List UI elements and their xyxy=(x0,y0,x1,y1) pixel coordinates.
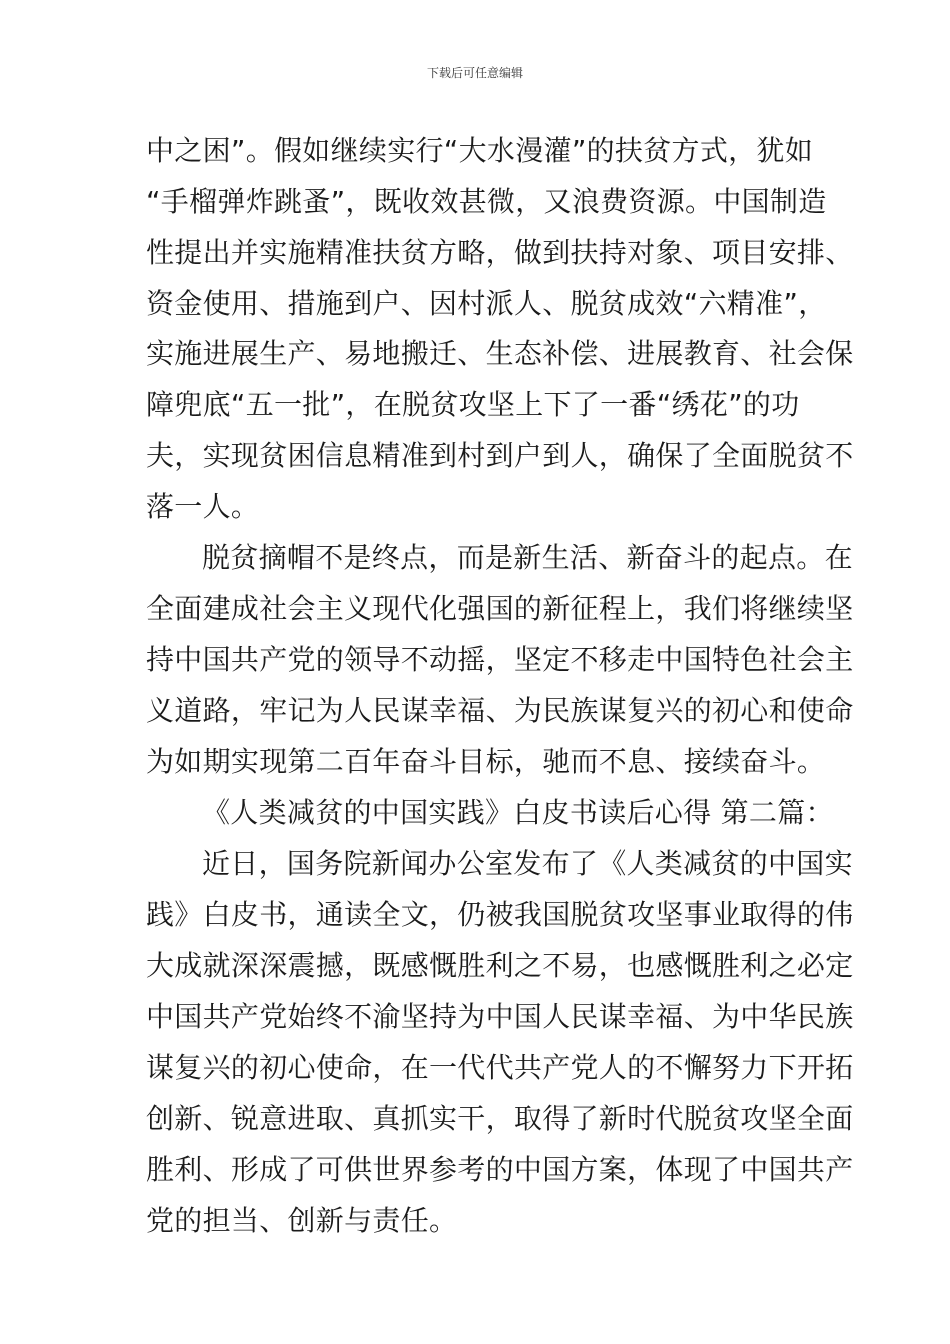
paragraph-line: 义道路，牢记为人民谋幸福、为民族谋复兴的初心和使命 xyxy=(146,694,854,727)
paragraph-line: 持中国共产党的领导不动摇，坚定不移走中国特色社会主 xyxy=(146,643,854,676)
paragraph-line: “手榴弹炸跳蚤”，既收效甚微，又浪费资源。中国制造 xyxy=(146,185,827,218)
paragraph-line: 中国共产党始终不渝坚持为中国人民谋幸福、为中华民族 xyxy=(146,1000,854,1033)
paragraph-line: 党的担当、创新与责任。 xyxy=(146,1204,458,1237)
paragraph-line: 夫，实现贫困信息精准到村到户到人，确保了全面脱贫不 xyxy=(146,439,854,472)
paragraph-line: 全面建成社会主义现代化强国的新征程上，我们将继续坚 xyxy=(146,592,854,625)
paragraph-line: 创新、锐意进取、真抓实干，取得了新时代脱贫攻坚全面 xyxy=(146,1102,854,1135)
paragraph-line: 为如期实现第二百年奋斗目标，驰而不息、接续奋斗。 xyxy=(146,745,826,778)
paragraph-line: 近日，国务院新闻办公室发布了《人类减贫的中国实 xyxy=(202,847,853,880)
paragraph-line: 落一人。 xyxy=(146,490,260,523)
paragraph-line: 性提出并实施精准扶贫方略，做到扶持对象、项目安排、 xyxy=(146,236,854,269)
paragraph-line: 践》白皮书，通读全文，仍被我国脱贫攻坚事业取得的伟 xyxy=(146,898,854,931)
page-header: 下载后可任意编辑 xyxy=(426,66,523,80)
paragraph-line: 中之困”。假如继续实行“大水漫灌”的扶贫方式，犹如 xyxy=(146,134,814,167)
paragraph-line: 实施进展生产、易地搬迁、生态补偿、进展教育、社会保 xyxy=(146,337,854,370)
paragraph-line: 大成就深深震撼，既感慨胜利之不易，也感慨胜利之必定 xyxy=(146,949,854,982)
paragraph-line: 谋复兴的初心使命，在一代代共产党人的不懈努力下开拓 xyxy=(146,1051,854,1084)
paragraph-line: 障兜底“五一批”，在脱贫攻坚上下了一番“绣花”的功 xyxy=(146,388,800,421)
paragraph-line: 资金使用、措施到户、因村派人、脱贫成效“六精准”， xyxy=(146,287,827,320)
paragraph-line: 胜利、形成了可供世界参考的中国方案，体现了中国共产 xyxy=(146,1153,854,1186)
paragraph-line: 脱贫摘帽不是终点，而是新生活、新奋斗的起点。在 xyxy=(202,541,853,574)
section-heading: 《人类减贫的中国实践》白皮书读后心得 第二篇： xyxy=(202,796,834,829)
